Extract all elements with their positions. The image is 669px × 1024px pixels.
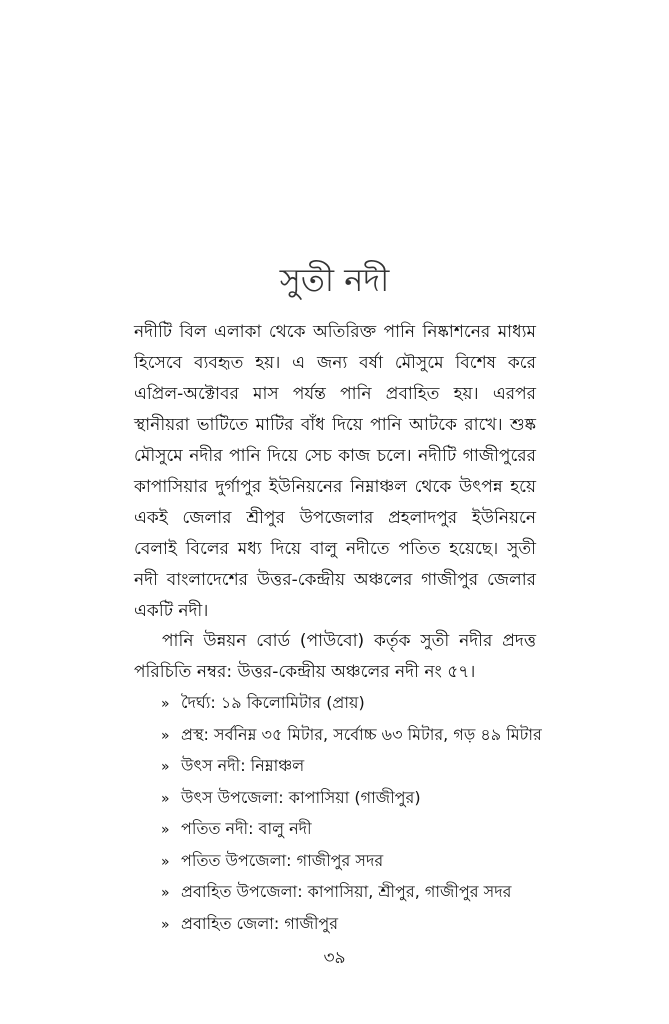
fact-flow-district bbox=[161, 909, 561, 941]
fact-text: প্রবাহিত জেলা: গাজীপুর bbox=[181, 913, 339, 933]
fact-flow-upazilas bbox=[161, 877, 561, 909]
bullet-icon: » bbox=[161, 696, 170, 712]
fact-outfall-upazila bbox=[161, 846, 561, 878]
fact-text: পতিত নদী: বালু নদী bbox=[181, 819, 312, 838]
bullet-icon: » bbox=[161, 822, 170, 838]
fact-source-river bbox=[161, 751, 561, 783]
page-number: ৩৯ bbox=[323, 948, 346, 968]
facts-list bbox=[161, 688, 561, 940]
fact-length bbox=[161, 688, 561, 720]
id-number-paragraph: পানি উন্নয়ন বোর্ড (পাউবো) কর্তৃক সুতী নদীর প্রদত্ত পরিচিতি নম্বর: উত্তর-কেন্দ্রীয় অঞ্চলের নদী নং ৫৭। bbox=[134, 631, 536, 682]
bullet-icon: » bbox=[161, 916, 170, 933]
bullet-icon: » bbox=[161, 853, 170, 870]
fact-text: প্রবাহিত উপজেলা: কাপাসিয়া, শ্রীপুর, গাজীপুর সদর bbox=[181, 882, 512, 901]
description-paragraph: নদীটি বিল এলাকা থেকে অতিরিক্ত পানি নিষ্কাশনের মাধ্যম হিসেবে ব্যবহৃত হয়। এ জন্য বর্ষা মৌসুমে বিশেষ করে এপ্রিল-অক্টোবর মাস পর্যন্ত পানি প্রবাহিত হয়। এরপর স্থানীয়রা ভাটিতে মাটির বাঁধ দিয়ে পানি আটকে রাখে। শুষ্ক মৌসুমে নদীর পানি দিয়ে সেচ কাজ চলে। নদীটি গাজীপুরের কাপাসিয়ার দুর্গাপুর ইউনিয়নের নিম্নাঞ্চল থেকে উৎপন্ন হয়ে একই জেলার শ্রীপুর উপজেলার প্রহলাদপুর ইউনিয়নে বেলাই বিলের মধ্য দিয়ে বালু নদীতে পতিত হয়েছে। সুতী নদী বাংলাদেশের উত্তর-কেন্দ্রীয় অঞ্চলের গাজীপুর জেলার একটি নদী। bbox=[134, 322, 536, 621]
fact-width bbox=[161, 720, 561, 752]
fact-text: প্রস্থ: সর্বনিম্ন ৩৫ মিটার, সর্বোচ্চ ৬৩ মিটার, গড় ৪৯ মিটার bbox=[181, 724, 542, 744]
fact-source-upazila bbox=[161, 783, 561, 815]
page-title: সুতী নদী bbox=[279, 261, 390, 299]
fact-text: উৎস উপজেলা: কাপাসিয়া (গাজীপুর) bbox=[181, 787, 421, 807]
fact-text: পতিত উপজেলা: গাজীপুর সদর bbox=[181, 850, 384, 870]
fact-text: দৈর্ঘ্য: ১৯ কিলোমিটার (প্রায়) bbox=[181, 693, 365, 712]
bullet-icon: » bbox=[161, 885, 170, 901]
fact-outfall-river bbox=[161, 814, 561, 846]
fact-text: উৎস নদী: নিম্নাঞ্চল bbox=[181, 756, 305, 775]
bullet-icon: » bbox=[161, 790, 170, 807]
bullet-icon: » bbox=[161, 759, 170, 775]
bullet-icon: » bbox=[161, 727, 170, 744]
